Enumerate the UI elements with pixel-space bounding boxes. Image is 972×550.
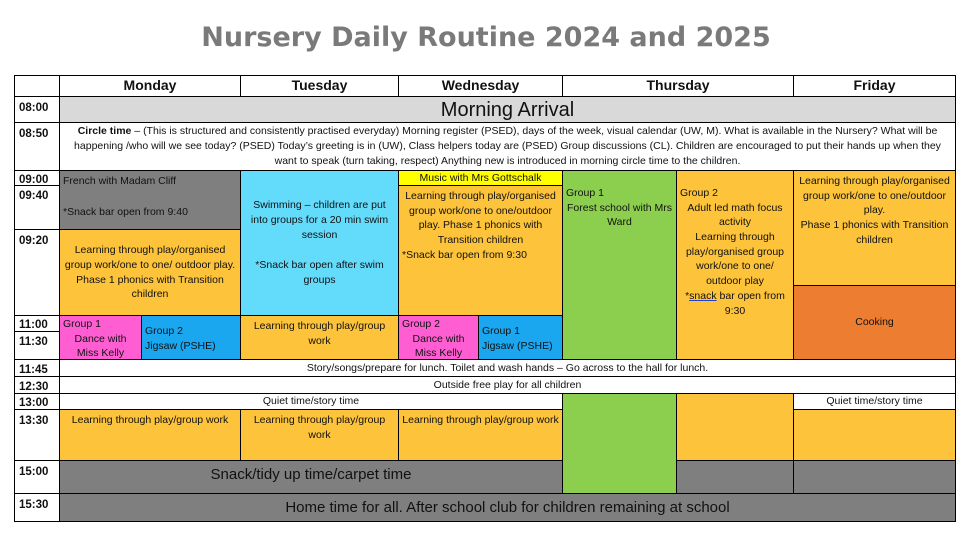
time-1130: 11:30	[14, 331, 60, 360]
wednesday-play-cell	[398, 185, 563, 316]
tuesday-swim-cell	[240, 170, 399, 316]
time-1300: 13:00	[14, 393, 60, 410]
story-row: Story/songs/prepare for lunch. Toilet and wash hands – Go across to the hall for lunch.	[59, 359, 956, 377]
monday-snack-note: *Snack bar open from 9:40	[63, 205, 188, 218]
monday-group1-title: Group 1	[63, 317, 101, 330]
tuesday-snack-note: *Snack bar open after swim groups	[255, 259, 384, 287]
page-title: Nursery Daily Routine 2024 and 2025	[201, 22, 771, 53]
thursday-group1-title: Group 1	[566, 187, 604, 199]
monday-french-cell	[59, 170, 241, 230]
friday-phonics-text: Phase 1 phonics with Transition children	[800, 219, 949, 246]
thursday-snack-cell	[676, 460, 794, 494]
corner-cell	[14, 75, 60, 97]
home-time-row: Home time for all. After school club for children remaining at school	[59, 493, 956, 522]
time-1500: 15:00	[14, 460, 60, 494]
wednesday-group2-title: Group 2	[402, 317, 440, 330]
friday-play-cell	[793, 170, 956, 286]
monday-french-label: French with Madam Cliff	[63, 175, 177, 187]
time-1100: 11:00	[14, 315, 60, 332]
header-friday: Friday	[793, 75, 956, 97]
wednesday-afternoon-play-cell: Learning through play/group work	[398, 409, 563, 461]
monday-group2-title: Group 2	[145, 325, 183, 338]
friday-cooking-cell: Cooking	[793, 285, 956, 360]
thursday-afternoon-group2-cell	[676, 393, 794, 461]
thursday-play-text: Learning through play/organised group work/one to one/ outdoor play	[685, 231, 785, 288]
friday-snack-cell	[793, 460, 956, 494]
header-tuesday: Tuesday	[240, 75, 399, 97]
quiet-time-cell: Quiet time/story time	[59, 393, 563, 410]
time-1330: 13:30	[14, 409, 60, 461]
monday-group1-cell	[59, 315, 142, 360]
monday-group1-text: Dance with Miss Kelly	[74, 332, 127, 360]
monday-play-cell	[59, 229, 241, 316]
wednesday-snack-note: *Snack bar open from 9:30	[402, 248, 527, 261]
monday-group2-text: Jigsaw (PSHE)	[145, 340, 216, 352]
thursday-snack-word: snack	[689, 289, 717, 302]
monday-afternoon-play-cell: Learning through play/group work	[59, 409, 241, 461]
snack-tidy-cell: Snack/tidy up time/carpet time	[59, 460, 563, 494]
header-monday: Monday	[59, 75, 241, 97]
wednesday-group2-text: Dance with Miss Kelly	[412, 332, 465, 360]
circle-time-cell	[59, 122, 956, 171]
monday-phonics-text: Phase 1 phonics with Transition children	[76, 273, 224, 301]
tuesday-play-cell: Learning through play/group work	[240, 315, 399, 360]
friday-play-text: Learning through play/organised group work/one to one/outdoor play.	[799, 175, 950, 217]
circle-time-label: Circle time	[77, 125, 132, 138]
header-thursday: Thursday	[562, 75, 794, 97]
wednesday-play-text: Learning through play/organised group work/one to one/outdoor play. Phase 1 phonics with Transition children	[405, 190, 556, 247]
thursday-group1-text: Forest school with Mrs Ward	[566, 201, 673, 229]
tuesday-afternoon-play-cell: Learning through play/group work	[240, 409, 399, 461]
tuesday-swim-text: Swimming – children are put into groups for a 20 min swim session	[250, 199, 389, 241]
wednesday-group1-title: Group 1	[482, 325, 520, 338]
monday-play-text: Learning through play/organised group work/one to one/ outdoor play.	[64, 244, 236, 271]
time-0800: 08:00	[14, 96, 60, 123]
header-wednesday: Wednesday	[398, 75, 563, 97]
time-0920: 09:20	[14, 229, 60, 316]
thursday-group2-title: Group 2	[680, 187, 718, 199]
circle-time-text: – (This is structured and consistently practised everyday) Morning register (PSED), days of the week, visual calendar (UW, M). What is available in the Nursery? What will be happening /who will we see today? (PSED) Today’s greeting is in (UW), Class helpers today are (PSED) Group discussions (CL). Children are encouraged to put their hands up when they want to speak (turn taking, respect) Anything new is introduced in morning circle time to the children.	[74, 125, 941, 167]
wednesday-music-cell: Music with Mrs Gottschalk	[398, 170, 563, 186]
thursday-snack-star: *	[685, 289, 690, 302]
thursday-snack-rest: bar open from 9:30	[716, 289, 785, 317]
time-1145: 11:45	[14, 359, 60, 377]
morning-arrival-cell: Morning Arrival	[59, 96, 956, 123]
time-1230: 12:30	[14, 376, 60, 394]
monday-group2-cell	[141, 315, 241, 360]
wednesday-group2-cell	[398, 315, 479, 360]
time-1530: 15:30	[14, 493, 60, 522]
time-0850: 08:50	[14, 122, 60, 171]
time-0940: 09:40	[14, 185, 60, 230]
wednesday-group1-text: Jigsaw (PSHE)	[482, 340, 553, 352]
wednesday-group1-cell	[478, 315, 563, 360]
thursday-group1-cell	[562, 170, 677, 360]
friday-quiet-time-cell: Quiet time/story time	[793, 393, 956, 410]
thursday-snack-note	[680, 289, 790, 318]
time-0900: 09:00	[14, 170, 60, 186]
thursday-group2-cell	[676, 170, 794, 360]
outside-row: Outside free play for all children	[59, 376, 956, 394]
thursday-group2-text: Adult led math focus activity	[687, 201, 783, 229]
friday-afternoon-cell	[793, 409, 956, 461]
thursday-afternoon-cell	[562, 393, 677, 494]
